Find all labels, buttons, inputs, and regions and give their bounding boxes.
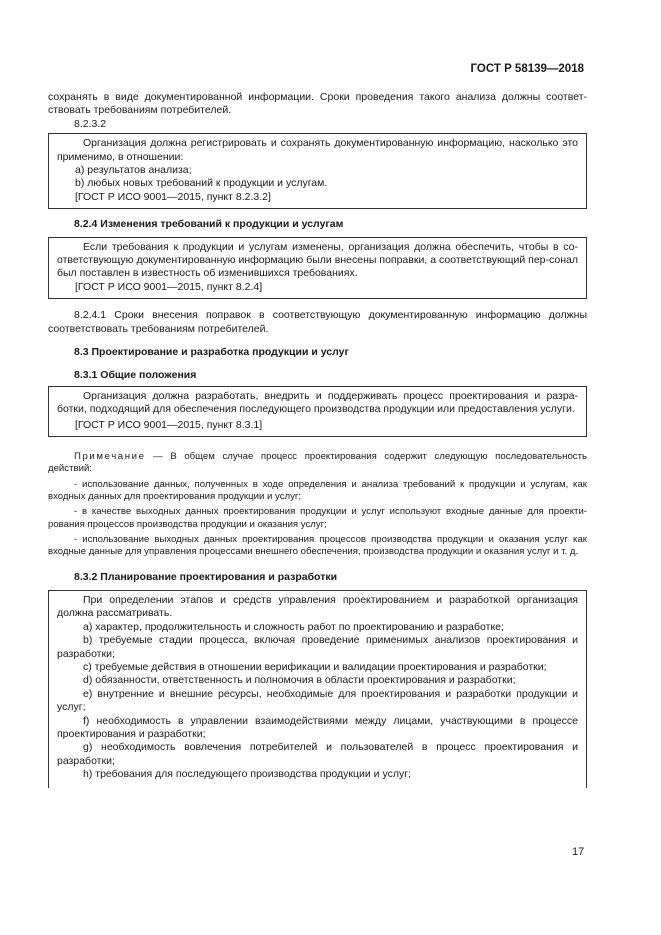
page-number: 17 <box>572 846 585 858</box>
quote-text: При определении этапов и средств управления проектированием и разработкой организация должна рассматривать. <box>57 593 578 620</box>
quote-box-8-3-1 <box>48 386 587 437</box>
document-number-header: ГОСТ Р 58139—2018 <box>470 63 584 75</box>
paragraph-8-2-4-1: 8.2.4.1 Сроки внесения поправок в соответствующую документированную информацию должны соответствовать требованиям потребителей. <box>48 309 587 335</box>
quote-item-a: a) результатов анализа; <box>75 164 192 177</box>
quote-reference: [ГОСТ Р ИСО 9001—2015, пункт 8.2.3.2] <box>75 190 271 203</box>
note-item: - в качестве выходных данных проектирования продукции и услуг используют входные данные для проекти-рования процессов производства продукции и оказания услуг; <box>48 506 587 530</box>
quote-item-a: a) характер, продолжительность и сложность работ по проектированию и разработке; <box>83 620 504 633</box>
quote-text: Организация должна регистрировать и сохранять документированную информацию, насколько это применимо, в отношении: <box>57 137 578 163</box>
note-label: Примечание <box>74 451 146 463</box>
quote-box-8-3-2 <box>48 590 587 788</box>
quote-reference: [ГОСТ Р ИСО 9001—2015, пункт 8.3.1] <box>75 418 263 431</box>
quote-reference: [ГОСТ Р ИСО 9001—2015, пункт 8.2.4] <box>75 280 263 293</box>
quote-item-f: f) необходимость в управлении взаимодействиями между лицами, участвующими в процессе проектирования и разработки; <box>57 714 578 740</box>
section-number-8-2-3-2: 8.2.3.2 <box>74 117 107 130</box>
note-block <box>48 451 587 558</box>
quote-item-b: b) любых новых требований к продукции и услугам. <box>75 177 328 190</box>
heading-8-3-1: 8.3.1 Общие положения <box>74 368 197 381</box>
quote-item-e: e) внутренние и внешние ресурсы, необходимые для проектирования и разработки продукции и услуг; <box>57 687 578 714</box>
quote-box-8-2-3-2 <box>48 133 587 209</box>
quote-item-g: g) необходимость вовлечения потребителей и пользователей в процесс проектирования и разработки; <box>57 741 578 767</box>
heading-8-3-2: 8.3.2 Планирование проектирования и разработки <box>74 570 338 583</box>
note-item: - использование данных, полученных в ходе определения и анализа требований к продукции и услугам, как входных данных для проектирования продукции и услуг; <box>48 478 587 503</box>
note-intro <box>48 451 587 476</box>
note-item: - использование выходных данных проектирования процессов производства продукции и оказания услуг как входные данные для управления процессами внешнего обеспечения, производства продукции и оказания услуг и т. д. <box>48 533 587 558</box>
page-content <box>48 91 587 788</box>
heading-8-3: 8.3 Проектирование и разработка продукции и услуг <box>74 346 349 359</box>
quote-item-c: c) требуемые действия в отношении верификации и валидации проектирования и разработки; <box>83 660 547 673</box>
quote-box-8-2-4 <box>48 237 587 300</box>
quote-item-d: d) обязанности, ответственность и полномочия в области проектирования и разработки; <box>83 674 516 687</box>
quote-text: Организация должна разработать, внедрить и поддерживать процесс проектирования и разра-ботки, подходящий для обеспечения последующего производства продукции или предоставления услуги. <box>57 389 578 416</box>
heading-8-2-4: 8.2.4 Изменения требований к продукции и услугам <box>74 218 344 231</box>
quote-text: Если требования к продукции и услугам изменены, организация должна обеспечить, чтобы в со-ответствующую документированную информацию были внесены поправки, а соответствующий пер-сонал был поставлен в известность об изменившихся требованиях. <box>57 240 578 280</box>
quote-item-b: b) требуемые стадии процесса, включая проведение применимых анализов проектирования и разработки; <box>57 634 578 660</box>
note-text: — В общем случае процесс проектирования содержит следующую последовательность действий: <box>48 451 587 475</box>
paragraph: сохранять в виде документированной информации. Сроки проведения такого анализа должны соответ-ствовать требованиям потребителей. <box>48 91 587 117</box>
quote-item-h: h) требования для последующего производства продукции и услуг; <box>83 768 411 781</box>
